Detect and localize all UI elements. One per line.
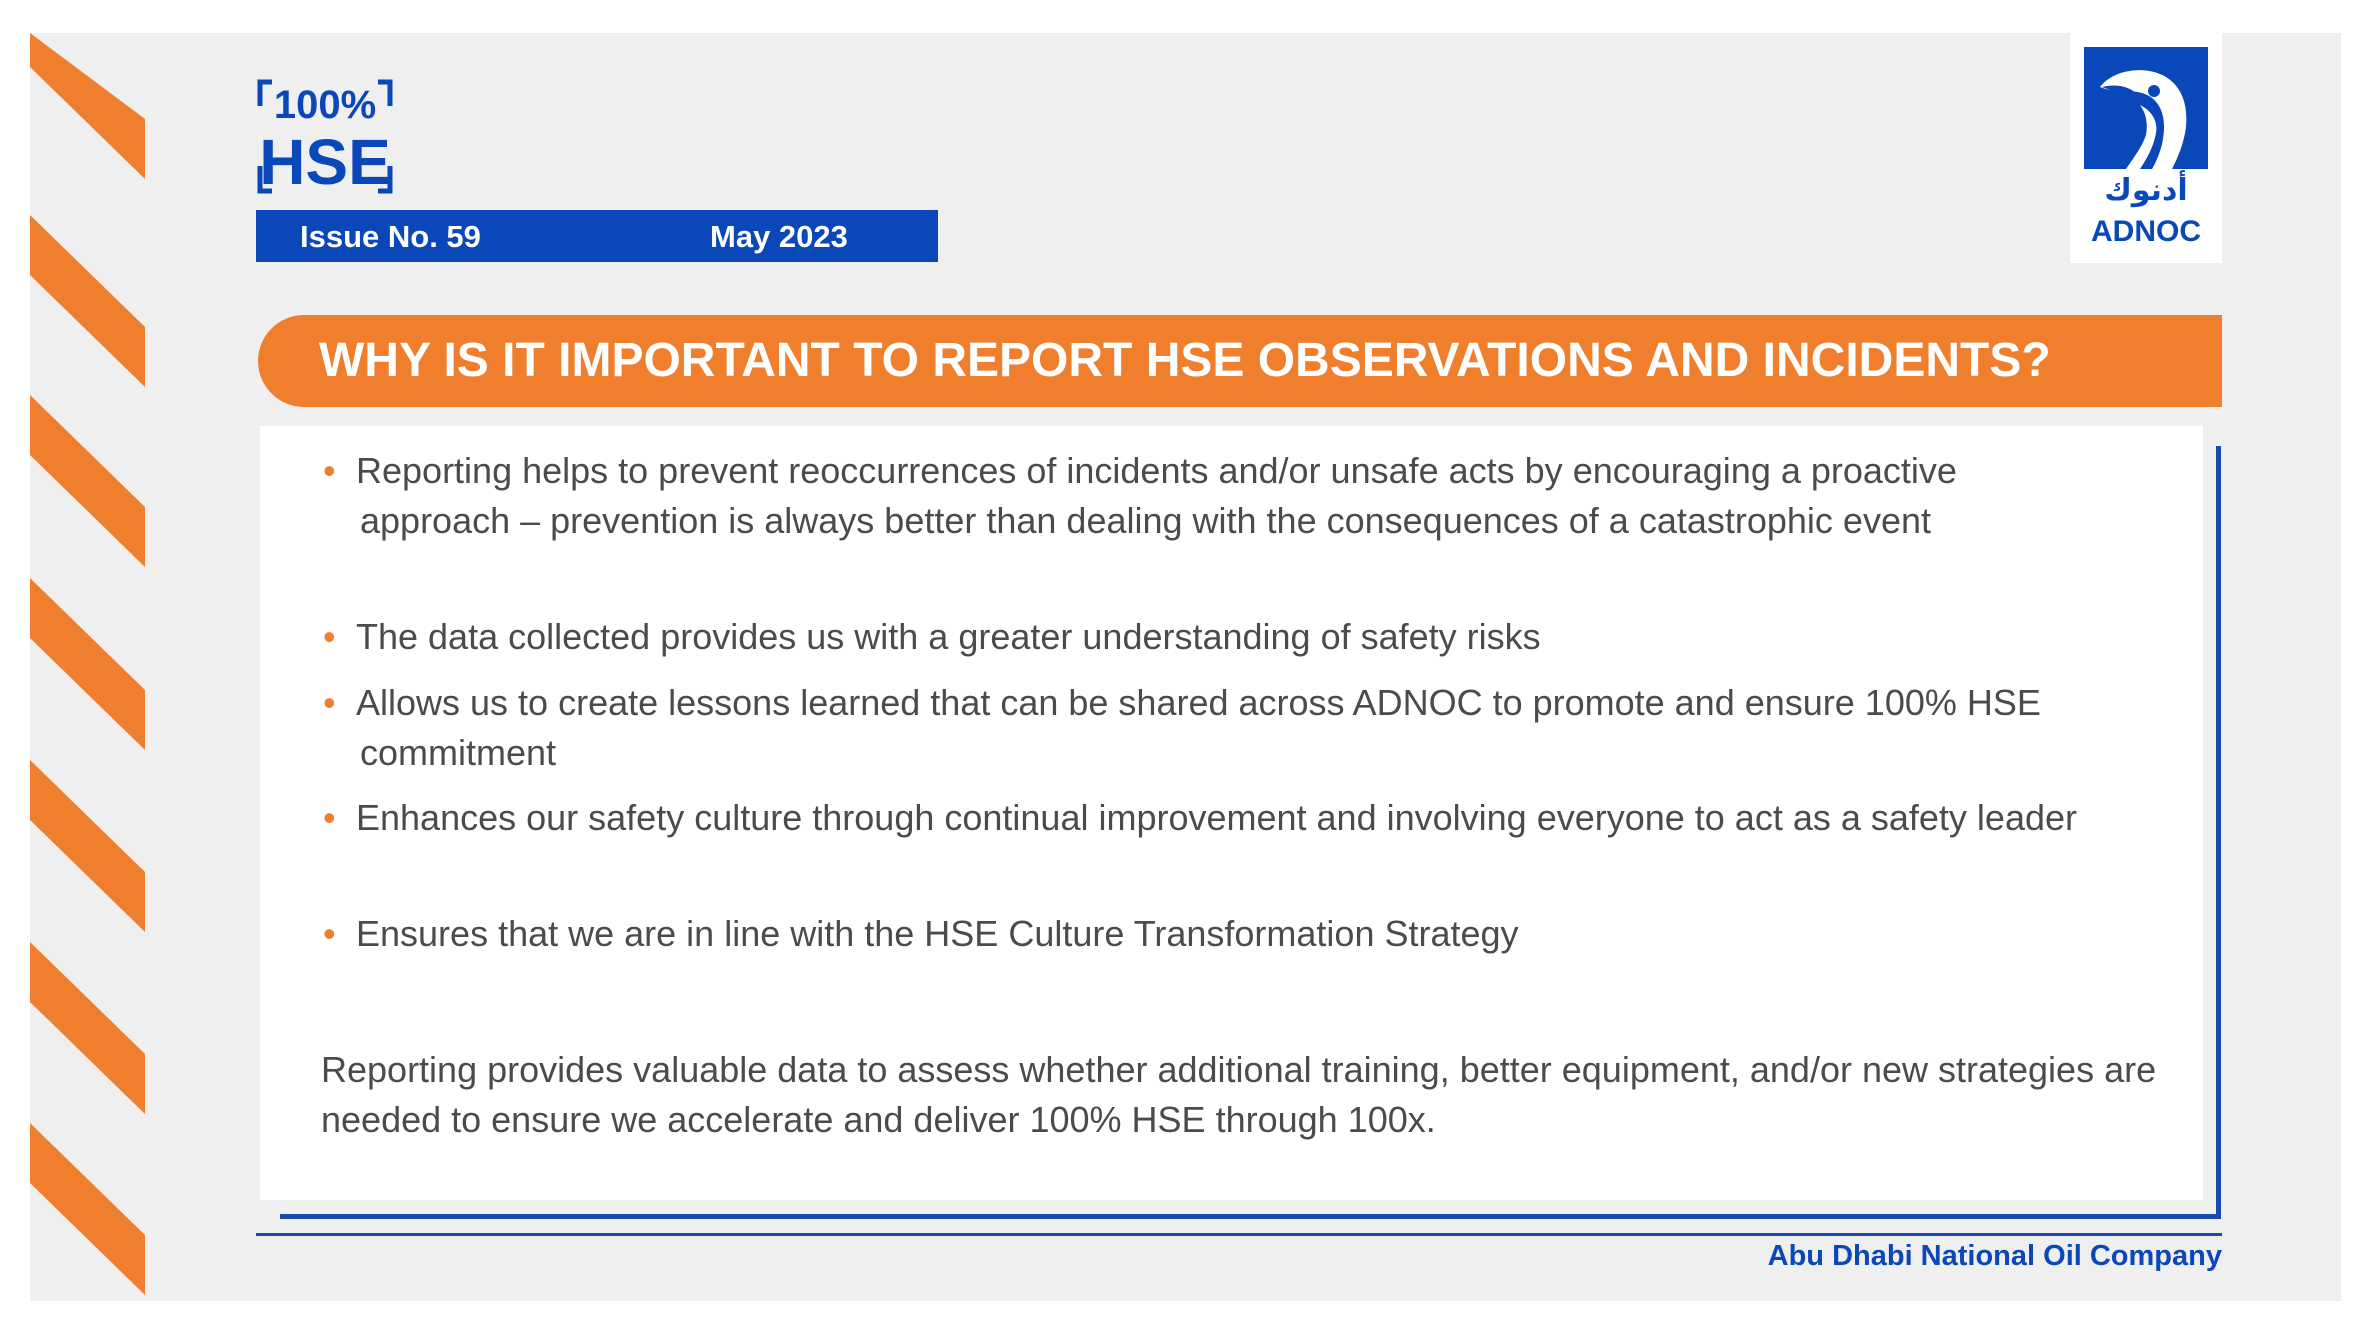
adnoc-logo	[2070, 33, 2222, 263]
newsletter-canvas	[30, 33, 2341, 1301]
card-frame-right	[2216, 446, 2221, 1219]
bullet-dot: •	[323, 450, 336, 491]
bullet-dot: •	[323, 616, 336, 657]
bullet-dot: •	[323, 913, 336, 954]
issue-date: May 2023	[710, 219, 848, 254]
adnoc-wordmark: ADNOC	[2091, 215, 2201, 248]
list-item	[323, 446, 2116, 546]
list-item	[323, 678, 2116, 778]
issue-number: Issue No. 59	[300, 219, 481, 254]
company-name-footer: Abu Dhabi National Oil Company	[1767, 1240, 2222, 1272]
bullet-text: The data collected provides us with a greater understanding of safety risks	[356, 616, 1541, 657]
bullet-text: Allows us to create lessons learned that can be shared across ADNOC to promote and ensure 100% HSE commitment	[356, 682, 2041, 773]
headline-banner: WHY IS IT IMPORTANT TO REPORT HSE OBSERVATIONS AND INCIDENTS?	[258, 315, 2222, 407]
falcon-icon	[2084, 47, 2208, 169]
svg-text:HSE: HSE	[259, 126, 391, 195]
svg-text:100%: 100%	[273, 83, 377, 127]
list-item	[323, 909, 2116, 959]
adnoc-arabic-wordmark: أدنوك	[2104, 173, 2188, 208]
issue-bar	[256, 210, 938, 262]
summary-paragraph: Reporting provides valuable data to assess whether additional training, better equipment, and/or new strategies are needed to ensure we accelerate and deliver 100% HSE through 100x.	[321, 1049, 2157, 1140]
hazard-stripes	[30, 33, 145, 1301]
bullet-dot: •	[323, 797, 336, 838]
list-item	[323, 793, 2116, 843]
bullet-dot: •	[323, 682, 336, 723]
hse-program-logo	[256, 78, 394, 195]
bullet-text: Ensures that we are in line with the HSE Culture Transformation Strategy	[356, 913, 1519, 954]
content-card	[260, 426, 2203, 1200]
bullet-text: Enhances our safety culture through continual improvement and involving everyone to act as a safety leader	[356, 797, 2078, 838]
card-frame-bottom	[280, 1214, 2221, 1219]
list-item	[323, 612, 2116, 662]
bullet-text: Reporting helps to prevent reoccurrences of incidents and/or unsafe acts by encouraging a proactive approach – prevention is always better than dealing with the consequences of a catastrophic event	[356, 450, 1957, 541]
footer-divider	[256, 1233, 2222, 1236]
